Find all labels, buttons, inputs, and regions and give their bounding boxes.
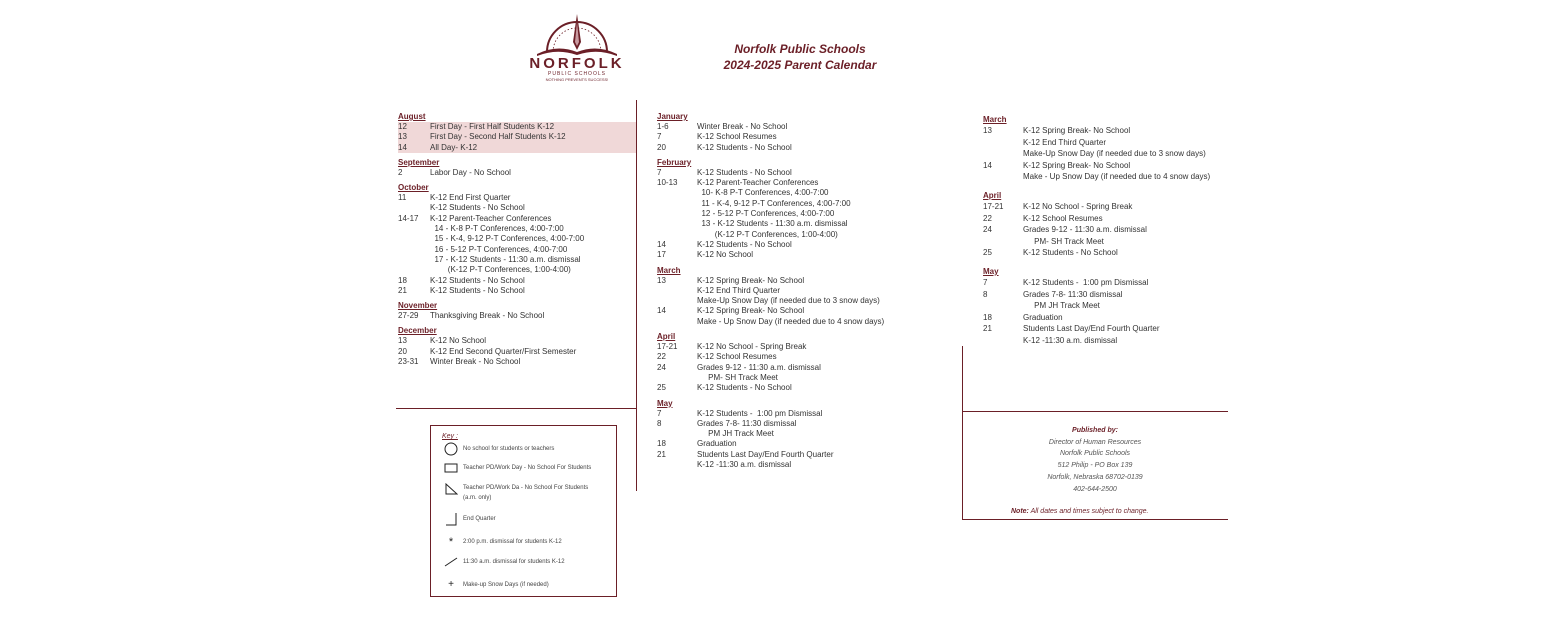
- entry-text: PM JH Track Meet: [1023, 301, 1100, 311]
- entry-text: 14 - K-8 P-T Conferences, 4:00-7:00: [430, 224, 564, 234]
- month-heading: February: [657, 157, 692, 167]
- entry-text: Grades 9-12 - 11:30 a.m. dismissal: [1023, 225, 1147, 235]
- calendar-entry: [983, 213, 1233, 225]
- entry-text: K-12 End Third Quarter: [1023, 137, 1107, 147]
- key-title: Key :: [442, 433, 458, 440]
- entry-date: 20: [398, 346, 407, 356]
- key-text: 11:30 a.m. dismissal for students K-12: [463, 559, 565, 565]
- entry-text: (K-12 P-T Conferences, 1:00-4:00): [697, 229, 838, 239]
- entry-text: 17 - K-12 Students - 11:30 a.m. dismissal: [430, 254, 581, 264]
- entry-date: 22: [983, 213, 992, 223]
- calendar-entry: [398, 132, 636, 142]
- entry-text: Grades 7-8- 11:30 dismissal: [1023, 289, 1123, 299]
- calendar-entry: [657, 286, 957, 296]
- slash-icon: [439, 557, 463, 567]
- plus-icon: +: [448, 579, 454, 590]
- calendar-entry: [983, 289, 1233, 301]
- key-item: [439, 536, 562, 548]
- calendar-entry: [983, 236, 1233, 248]
- entry-text: 15 - K-4, 9-12 P-T Conferences, 4:00-7:00: [430, 234, 585, 244]
- calendar-entry: [398, 276, 636, 286]
- entry-text: K-12 No School - Spring Break: [697, 342, 807, 352]
- calendar-entry: [657, 122, 957, 132]
- calendar-entry: [657, 317, 957, 327]
- publisher-info: [962, 425, 1228, 495]
- entry-text: First Day - First Half Students K-12: [430, 122, 555, 131]
- calendar-entry: [983, 224, 1233, 236]
- entry-text: Labor Day - No School: [430, 167, 511, 177]
- calendar-entry: [398, 234, 636, 244]
- entry-text: K-12 End First Quarter: [430, 193, 511, 203]
- entry-text: K-12 No School: [697, 250, 754, 260]
- entry-date: 2: [398, 167, 403, 177]
- entry-text: 13 - K-12 Students - 11:30 a.m. dismissal: [697, 219, 848, 229]
- asterisk-icon: *: [448, 536, 454, 548]
- calendar-entry: [398, 214, 636, 224]
- entry-text: K-12 School Resumes: [1023, 213, 1103, 223]
- calendar-entry: [398, 255, 636, 265]
- month-heading: December: [398, 326, 437, 336]
- calendar-entry: [657, 439, 957, 449]
- calendar-entry: [657, 188, 957, 198]
- calendar-entry: [398, 347, 636, 357]
- entry-text: Make - Up Snow Day (if needed due to 4 snow days): [697, 316, 885, 326]
- entry-date: [657, 230, 697, 240]
- calendar-entry: [983, 137, 1233, 149]
- entry-date: 8: [657, 418, 662, 428]
- key-text: Make-up Snow Days (if needed): [463, 581, 549, 588]
- month-heading: August: [398, 112, 426, 121]
- calendar-entry: [657, 219, 957, 229]
- calendar-entry: [398, 286, 636, 296]
- title-line-2: 2024-2025 Parent Calendar: [723, 58, 877, 72]
- calendar-entry: [398, 311, 636, 321]
- calendar-entry: [983, 201, 1233, 213]
- entry-date: 21: [398, 285, 407, 295]
- entry-text: Graduation: [697, 439, 737, 449]
- entry-date: [657, 286, 697, 296]
- entry-text: Make - Up Snow Day (if needed due to 4 snow days): [1023, 172, 1211, 182]
- entry-text: PM JH Track Meet: [697, 429, 774, 439]
- entry-date: 14: [657, 239, 666, 249]
- entry-text: PM- SH Track Meet: [1023, 236, 1104, 246]
- entry-date: [657, 429, 697, 439]
- calendar-entry: [398, 203, 636, 213]
- entry-date: [983, 171, 1023, 183]
- entry-text: 10- K-8 P-T Conferences, 4:00-7:00: [697, 188, 829, 198]
- calendar-entry: [657, 199, 957, 209]
- entry-text: First Day - Second Half Students K-12: [430, 132, 566, 142]
- entry-text: All Day- K-12: [430, 142, 478, 152]
- entry-date: [398, 255, 430, 265]
- entry-date: 23-31: [398, 357, 419, 367]
- month-heading: April: [657, 332, 676, 342]
- publisher-line: 402-644-2500: [1073, 485, 1117, 493]
- key-item: [439, 463, 591, 473]
- logo-tagline: NOTHING PREVENTS SUCCESS!: [545, 77, 609, 82]
- entry-text: Students Last Day/End Fourth Quarter: [697, 449, 834, 459]
- entry-text: PM- SH Track Meet: [697, 372, 778, 382]
- calendar-entry: [398, 168, 636, 178]
- calendar-entry: [398, 357, 636, 367]
- entry-text: Thanksgiving Break - No School: [430, 311, 545, 321]
- entry-date: [983, 236, 1023, 248]
- calendar-entry: [983, 148, 1233, 160]
- entry-date: 21: [657, 449, 666, 459]
- compass-book-icon: [527, 12, 627, 56]
- entry-date: 18: [657, 439, 666, 449]
- publisher-top-rule: [962, 411, 1228, 412]
- entry-text: K-12 End Second Quarter/First Semester: [430, 346, 577, 356]
- calendar-entry: [657, 209, 957, 219]
- entry-date: 27-29: [398, 311, 419, 321]
- entry-text: K-12 No School - Spring Break: [1023, 201, 1133, 211]
- calendar-entry: [657, 460, 957, 470]
- entry-text: K-12 Students - No School: [697, 383, 792, 393]
- entry-date: 7: [983, 277, 988, 287]
- entry-date: [657, 209, 697, 219]
- entry-date: 14-17: [398, 213, 419, 223]
- calendar-column-1: [398, 112, 636, 367]
- entry-date: 18: [398, 275, 407, 285]
- logo-sub: PUBLIC SCHOOLS: [548, 71, 606, 77]
- triangle-icon: [439, 483, 463, 495]
- calendar-entry: [657, 383, 957, 393]
- month-heading: May: [983, 266, 999, 276]
- entry-date: 7: [657, 167, 662, 177]
- entry-text: K-12 End Third Quarter: [697, 285, 781, 295]
- title-line-1: Norfolk Public Schools: [734, 42, 866, 56]
- entry-date: [398, 224, 430, 234]
- corner-icon: [439, 512, 463, 526]
- entry-text: K-12 Students - No School: [1023, 248, 1118, 258]
- key-item: [439, 512, 496, 526]
- entry-text: Students Last Day/End Fourth Quarter: [1023, 324, 1160, 334]
- entry-text: K-12 No School: [430, 336, 487, 346]
- entry-date: [657, 373, 697, 383]
- page-title: [700, 41, 900, 73]
- key-text-2: (a.m. only): [463, 495, 492, 501]
- entry-date: 18: [983, 312, 992, 322]
- entry-date: 13: [398, 132, 407, 142]
- calendar-entry: [983, 277, 1233, 289]
- month-heading: October: [398, 183, 429, 193]
- calendar-entry: [398, 336, 636, 346]
- calendar-column-2: [657, 112, 957, 470]
- entry-date: 7: [657, 408, 662, 418]
- entry-date: [657, 317, 697, 327]
- entry-date: 1-6: [657, 122, 669, 131]
- entry-text: K-12 -11:30 a.m. dismissal: [697, 460, 792, 470]
- entry-date: [983, 300, 1023, 312]
- calendar-entry: [657, 342, 957, 352]
- key-item: [439, 579, 549, 590]
- key-text: Teacher PD/Work Da - No School For Students: [463, 485, 589, 491]
- entry-date: 13: [398, 336, 407, 346]
- entry-date: 22: [657, 352, 666, 362]
- note: [1011, 508, 1148, 515]
- entry-date: 11: [398, 193, 407, 203]
- calendar-entry: [657, 450, 957, 460]
- calendar-entry: [657, 143, 957, 153]
- entry-text: Make-Up Snow Day (if needed due to 3 snow days): [1023, 149, 1206, 159]
- entry-date: [657, 460, 697, 470]
- month-heading: May: [657, 398, 673, 408]
- entry-date: [657, 296, 697, 306]
- entry-date: 24: [983, 225, 992, 235]
- calendar-entry: [657, 230, 957, 240]
- month-heading: November: [398, 301, 438, 311]
- entry-date: 14: [983, 160, 992, 170]
- entry-date: 13: [657, 275, 666, 285]
- month-heading: April: [983, 190, 1002, 200]
- entry-text: Winter Break - No School: [430, 357, 521, 367]
- entry-text: 11 - K-4, 9-12 P-T Conferences, 4:00-7:00: [697, 198, 851, 208]
- calendar-entry: [657, 306, 957, 316]
- entry-date: [657, 219, 697, 229]
- month-heading: March: [657, 265, 681, 275]
- calendar-entry: [398, 245, 636, 255]
- calendar-entry: [657, 240, 957, 250]
- publisher-bottom-rule: [962, 519, 1228, 520]
- entry-date: 17-21: [983, 201, 1004, 211]
- calendar-entry: [657, 296, 957, 306]
- entry-date: 21: [983, 324, 992, 334]
- entry-text: K-12 Spring Break- No School: [1023, 160, 1131, 170]
- entry-text: 16 - 5-12 P-T Conferences, 4:00-7:00: [430, 244, 568, 254]
- entry-date: 7: [657, 132, 662, 142]
- column-divider: [636, 100, 637, 491]
- entry-date: 8: [983, 289, 988, 299]
- calendar-column-3: [983, 115, 1233, 347]
- key-text: 2:00 p.m. dismissal for students K-12: [463, 539, 562, 545]
- entry-date: 12: [398, 122, 407, 131]
- publisher-line: Director of Human Resources: [1048, 438, 1142, 446]
- entry-date: 25: [657, 383, 666, 393]
- calendar-entry: [398, 265, 636, 275]
- calendar-entry: [657, 178, 957, 188]
- calendar-entry: [398, 224, 636, 234]
- publisher-line: Norfolk, Nebraska 68702-0139: [1047, 473, 1143, 481]
- entry-date: 24: [657, 362, 666, 372]
- column1-bottom-rule: [396, 408, 636, 409]
- calendar-entry: [983, 312, 1233, 324]
- entry-text: K-12 Students - 1:00 pm Dismissal: [1023, 277, 1149, 287]
- entry-text: (K-12 P-T Conferences, 1:00-4:00): [430, 265, 571, 275]
- entry-date: 14: [657, 306, 666, 316]
- calendar-entry: [657, 168, 957, 178]
- entry-date: [398, 234, 430, 244]
- entry-text: 12 - 5-12 P-T Conferences, 4:00-7:00: [697, 209, 835, 219]
- norfolk-logo: [522, 12, 632, 87]
- entry-date: [983, 137, 1023, 149]
- entry-date: [398, 203, 430, 213]
- calendar-entry: [398, 122, 636, 132]
- calendar-entry: [983, 300, 1233, 312]
- entry-date: [983, 148, 1023, 160]
- key-text: Teacher PD/Work Day - No School For Students: [463, 465, 592, 471]
- key-item: [439, 557, 565, 567]
- calendar-entry: [657, 276, 957, 286]
- entry-text: K-12 Students - No School: [697, 142, 792, 152]
- entry-text: Winter Break - No School: [697, 122, 788, 131]
- entry-text: K-12 Students - 1:00 pm Dismissal: [697, 408, 823, 418]
- entry-text: K-12 School Resumes: [697, 132, 777, 142]
- entry-text: K-12 Spring Break- No School: [697, 275, 805, 285]
- entry-text: Grades 9-12 - 11:30 a.m. dismissal: [697, 362, 821, 372]
- entry-date: 25: [983, 248, 992, 258]
- publisher-line: Norfolk Public Schools: [1059, 450, 1131, 458]
- entry-date: [983, 335, 1023, 347]
- month-heading: March: [983, 115, 1007, 124]
- entry-text: K-12 Spring Break- No School: [1023, 126, 1131, 135]
- entry-date: 14: [398, 142, 407, 152]
- calendar-entry: [657, 409, 957, 419]
- month-heading: January: [657, 112, 688, 121]
- calendar-entry: [657, 250, 957, 260]
- key-item: [439, 442, 554, 456]
- calendar-entry: [983, 171, 1233, 183]
- calendar-entry: [657, 132, 957, 142]
- key-text: No school for students or teachers: [463, 446, 555, 452]
- key-text: End Quarter: [463, 516, 496, 522]
- entry-text: K-12 Parent-Teacher Conferences: [430, 213, 552, 223]
- entry-text: K-12 -11:30 a.m. dismissal: [1023, 335, 1118, 345]
- entry-date: [398, 245, 430, 255]
- month-heading: September: [398, 157, 440, 167]
- key-item: [439, 483, 588, 503]
- entry-text: Make-Up Snow Day (if needed due to 3 snow days): [697, 296, 880, 306]
- publisher-heading: Published by:: [1072, 427, 1118, 434]
- entry-text: K-12 School Resumes: [697, 352, 777, 362]
- entry-text: K-12 Students - No School: [430, 275, 525, 285]
- entry-text: K-12 Students - No School: [430, 285, 525, 295]
- calendar-entry: [657, 352, 957, 362]
- circle-icon: [439, 442, 463, 456]
- calendar-entry: [657, 373, 957, 383]
- logo-name: NORFOLK: [529, 55, 625, 72]
- entry-date: 17-21: [657, 342, 678, 352]
- entry-date: [657, 188, 697, 198]
- entry-date: 20: [657, 142, 666, 152]
- calendar-entry: [983, 247, 1233, 259]
- entry-text: K-12 Students - No School: [697, 167, 792, 177]
- entry-date: [657, 199, 697, 209]
- rectangle-icon: [439, 463, 463, 473]
- legend-key: [430, 425, 617, 597]
- calendar-entry: [657, 363, 957, 373]
- entry-date: 17: [657, 250, 666, 260]
- entry-text: K-12 Students - No School: [430, 203, 525, 213]
- calendar-entry: [983, 125, 1233, 137]
- entry-text: K-12 Parent-Teacher Conferences: [697, 178, 819, 188]
- entry-date: 13: [983, 126, 992, 135]
- entry-text: Grades 7-8- 11:30 dismissal: [697, 418, 797, 428]
- calendar-entry: [983, 323, 1233, 335]
- entry-text: K-12 Students - No School: [697, 239, 792, 249]
- calendar-entry: [983, 335, 1233, 347]
- calendar-entry: [657, 429, 957, 439]
- calendar-entry: [983, 160, 1233, 172]
- note-label: Note:: [1011, 508, 1029, 515]
- entry-date: [398, 265, 430, 275]
- calendar-entry: [657, 419, 957, 429]
- calendar-entry: [398, 143, 636, 153]
- note-text: All dates and times subject to change.: [1030, 508, 1149, 515]
- entry-date: 10-13: [657, 178, 678, 188]
- entry-text: K-12 Spring Break- No School: [697, 306, 805, 316]
- entry-text: Graduation: [1023, 312, 1063, 322]
- calendar-entry: [398, 193, 636, 203]
- publisher-line: 512 Philip - PO Box 139: [1057, 462, 1133, 470]
